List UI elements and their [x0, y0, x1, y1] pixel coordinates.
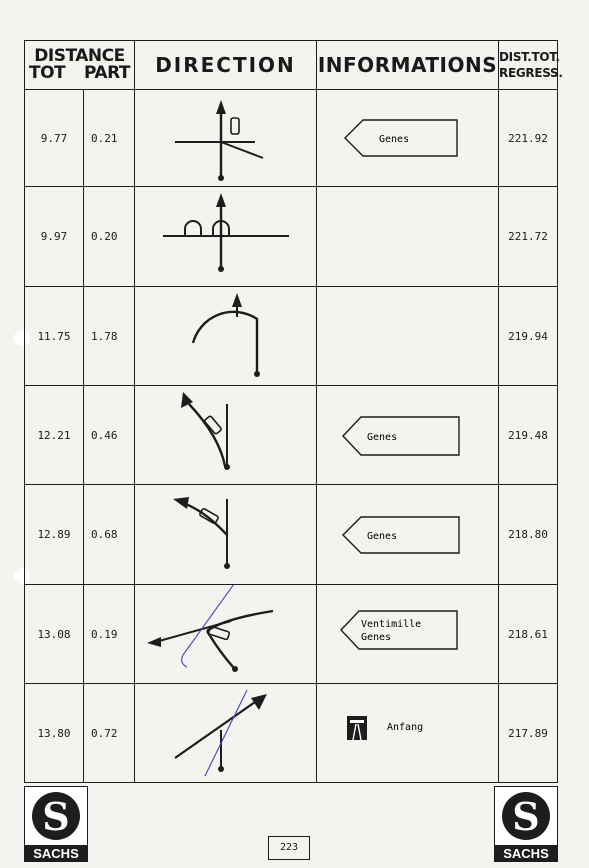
table-row [25, 485, 558, 585]
part-cell: 0.72 [84, 684, 135, 783]
motorway-label: Anfang [387, 722, 424, 733]
sign-arrow-icon [341, 611, 457, 649]
direction-cell [135, 585, 317, 684]
regress-cell: 221.72 [499, 187, 558, 287]
regress-cell: 219.48 [499, 386, 558, 485]
direction-cell [135, 684, 317, 783]
svg-text:S: S [512, 794, 540, 839]
informations-cell [317, 585, 499, 684]
tot-cell: 13.80 [25, 684, 84, 783]
table-row [25, 187, 558, 287]
regress-label-2: REGRESS. [499, 66, 563, 80]
tot-cell: 12.21 [25, 386, 84, 485]
sachs-logo-icon [494, 786, 558, 846]
regress-cell: 221.92 [499, 90, 558, 187]
direction-cell [135, 386, 317, 485]
part-cell: 0.46 [84, 386, 135, 485]
header-row [25, 41, 558, 90]
regress-cell: 217.89 [499, 684, 558, 783]
table-row [25, 287, 558, 386]
informations-header: INFORMATIONS [317, 41, 499, 90]
direction-arrow-icon [135, 684, 317, 782]
regress-header [499, 41, 563, 90]
sign-arrow-icon [343, 417, 459, 455]
direction-arrow-icon [135, 187, 317, 286]
table-row [25, 585, 558, 684]
part-label: PART [84, 63, 130, 83]
direction-cell [135, 90, 317, 187]
page-number: 223 [268, 836, 310, 860]
sign-arrow-icon [343, 517, 459, 553]
table-row [25, 90, 558, 187]
regress-label-1: DIST.TOT. [499, 50, 560, 64]
part-cell: 1.78 [84, 287, 135, 386]
direction-arrow-icon [135, 386, 317, 484]
sign-text-line2: Genes [361, 632, 392, 643]
part-cell: 0.21 [84, 90, 135, 187]
tot-cell: 11.75 [25, 287, 84, 386]
roadbook-table [24, 40, 563, 783]
sign-text: Genes [367, 432, 398, 443]
direction-arrow-icon [135, 485, 317, 584]
part-cell: 0.68 [84, 485, 135, 585]
direction-arrow-icon [135, 90, 317, 186]
informations-cell [317, 485, 499, 585]
direction-cell [135, 485, 317, 585]
informations-cell [317, 187, 499, 287]
table-row [25, 386, 558, 485]
regress-cell: 219.94 [499, 287, 558, 386]
informations-cell [317, 684, 499, 783]
distance-header [25, 41, 135, 90]
direction-arrow-icon [135, 287, 317, 385]
table-row [25, 684, 558, 783]
tot-cell: 9.97 [25, 187, 84, 287]
sachs-logo-icon [24, 786, 88, 846]
tot-cell: 13.08 [25, 585, 84, 684]
sign-text: Genes [367, 531, 398, 542]
regress-cell: 218.61 [499, 585, 558, 684]
distance-label: DISTANCE [34, 46, 125, 66]
part-cell: 0.20 [84, 187, 135, 287]
sign-text-line1: Ventimille [361, 619, 422, 630]
informations-cell [317, 287, 499, 386]
sachs-logo [24, 786, 88, 862]
tot-cell: 9.77 [25, 90, 84, 187]
svg-text:S: S [42, 794, 70, 839]
direction-header: DIRECTION [135, 41, 317, 90]
sachs-logo-text: SACHS [24, 846, 88, 862]
sachs-logo-text: SACHS [494, 846, 558, 862]
tot-label: TOT [29, 63, 66, 83]
motorway-icon [347, 716, 367, 740]
direction-arrow-icon [135, 585, 317, 683]
sign-text: Genes [379, 134, 410, 145]
informations-cell [317, 386, 499, 485]
regress-cell: 218.80 [499, 485, 558, 585]
direction-cell [135, 187, 317, 287]
tot-cell: 12.89 [25, 485, 84, 585]
part-cell: 0.19 [84, 585, 135, 684]
direction-cell [135, 287, 317, 386]
informations-cell [317, 90, 499, 187]
sachs-logo [494, 786, 558, 862]
